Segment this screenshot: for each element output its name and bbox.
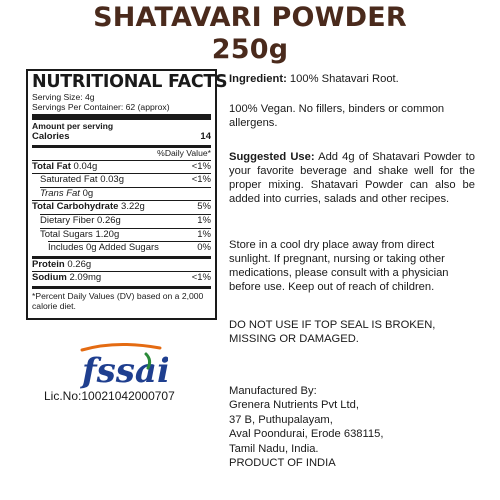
nutrient-value: 0.26g bbox=[67, 258, 92, 270]
nutrition-facts-panel bbox=[26, 69, 228, 320]
fssai-arc-icon bbox=[82, 344, 160, 350]
nutrient-label: Dietary Fiber bbox=[40, 214, 95, 226]
nutrient-pct: 0% bbox=[197, 242, 211, 254]
storage-instructions: Store in a cool dry place away from direct sunlight. If pregnant, nursing or taking other medications, please consult with a physician before use. Keep out of reach of children. bbox=[229, 239, 449, 293]
nutrient-row-total-carbohydrate bbox=[32, 201, 211, 214]
nutrient-value: 0.26g bbox=[97, 214, 121, 226]
nutrition-heading: NUTRITIONAL FACTS bbox=[32, 72, 228, 92]
servings-per-container: Servings Per Container: 62 (approx) bbox=[32, 102, 170, 112]
nutrient-label: Sodium bbox=[32, 272, 67, 284]
nutrient-row-dietary-fiber bbox=[32, 215, 211, 228]
suggested-use bbox=[229, 150, 475, 206]
nutrient-label: Saturated Fat bbox=[40, 174, 98, 186]
nutrient-value: 0.03g bbox=[100, 174, 124, 186]
nutrient-label: Trans Fat bbox=[40, 187, 80, 199]
manufacturer-heading: Manufactured By: bbox=[229, 385, 317, 397]
product-weight: 250g bbox=[211, 34, 289, 65]
ingredient-line bbox=[229, 72, 475, 86]
nutrient-label: Protein bbox=[32, 258, 65, 270]
nutrient-row-trans-fat bbox=[32, 188, 211, 201]
nutrient-row-total-sugars bbox=[32, 229, 211, 242]
license-number: Lic.No:10021042000707 bbox=[44, 389, 175, 403]
fssai-logo-text: fssai bbox=[82, 351, 168, 391]
nutrient-pct: 1% bbox=[197, 214, 211, 226]
nutrient-row-saturated-fat bbox=[32, 174, 211, 187]
seal-warning: DO NOT USE IF TOP SEAL IS BROKEN, MISSING OR DAMAGED. bbox=[229, 319, 436, 345]
manufacturer-block bbox=[229, 384, 475, 470]
nutrient-pct: <1% bbox=[191, 174, 211, 186]
nutrient-row-protein bbox=[32, 259, 211, 272]
nutrient-label: Includes 0g Added Sugars bbox=[48, 242, 159, 254]
nutrient-value: 2.09mg bbox=[69, 272, 102, 284]
suggested-use-text: Add 4g of Shatavari Powder to your favorite beverage and shake well for the proper mixing. Shatavari Powder can also be added into curries, salads and other recipes. bbox=[229, 151, 476, 205]
suggested-use-label: Suggested Use: bbox=[229, 151, 315, 163]
nutrient-row-total-fat bbox=[32, 161, 211, 174]
nutrient-pct: 5% bbox=[197, 201, 211, 213]
nutrient-pct: 1% bbox=[197, 228, 211, 240]
nutrient-pct: <1% bbox=[191, 272, 211, 284]
calories-value: 14 bbox=[200, 131, 211, 142]
manufacturer-line: Aval Poondurai, Erode 638115, bbox=[229, 428, 384, 441]
calories-row bbox=[32, 131, 211, 144]
nutrient-value: 1.20g bbox=[95, 228, 120, 240]
manufacturer-line: PRODUCT OF INDIA bbox=[229, 457, 336, 470]
serving-size: Serving Size: 4g bbox=[32, 92, 95, 102]
manufacturer-line: Grenera Nutrients Pvt Ltd, bbox=[229, 399, 359, 412]
nutrient-label: Total Sugars bbox=[40, 228, 93, 240]
nutrient-row-added-sugars bbox=[32, 242, 211, 255]
daily-value-header: %Daily Value* bbox=[157, 147, 211, 158]
fssai-logo-graphic bbox=[76, 342, 168, 392]
nutrient-value: 0.04g bbox=[73, 160, 98, 172]
manufacturer-line: 37 B, Puthupalayam, bbox=[229, 413, 333, 426]
calories-label: Calories bbox=[32, 131, 70, 142]
fssai-logo bbox=[76, 342, 168, 392]
daily-value-footnote: *Percent Daily Values (DV) based on a 2,000 calorie diet. bbox=[32, 290, 204, 312]
product-title: SHATAVARI POWDER bbox=[93, 2, 407, 33]
nutrient-label: Total Carbohydrate bbox=[32, 201, 119, 213]
vegan-statement: 100% Vegan. No fillers, binders or common allergens. bbox=[229, 103, 445, 129]
ingredient-label: Ingredient: bbox=[229, 73, 287, 85]
nutrient-label: Total Fat bbox=[32, 160, 71, 172]
nutrient-value: 0g bbox=[82, 187, 94, 199]
amount-per-serving: Amount per serving bbox=[32, 121, 114, 131]
nutrient-value: 3.22g bbox=[121, 201, 145, 213]
divider-thick bbox=[32, 114, 211, 120]
nutrient-row-sodium bbox=[32, 272, 211, 285]
ingredient-text: 100% Shatavari Root. bbox=[289, 73, 399, 85]
manufacturer-line: Tamil Nadu, India. bbox=[229, 442, 319, 455]
nutrient-pct: <1% bbox=[191, 160, 211, 172]
